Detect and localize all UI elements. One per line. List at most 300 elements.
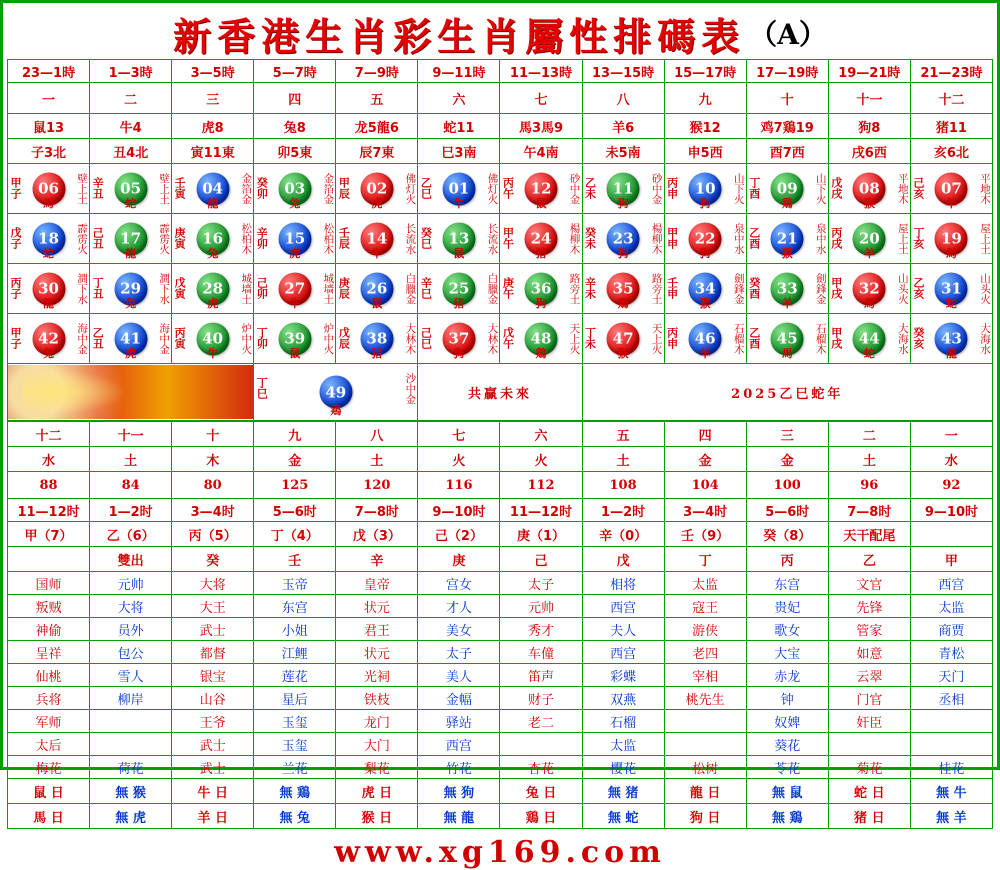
lottery-ball[interactable]: 08 bbox=[853, 172, 886, 205]
zodiac-label: 虎 bbox=[289, 247, 301, 260]
lottery-ball[interactable]: 09 bbox=[771, 172, 804, 205]
name-cell: 金幅 bbox=[418, 687, 500, 710]
nayin-label: 白臘金 bbox=[404, 272, 417, 305]
hours-top-row bbox=[8, 60, 993, 83]
ball-cell-wrap bbox=[665, 165, 746, 212]
ganzhi-label: 乙酉 bbox=[747, 227, 761, 249]
name-cell: 桃先生 bbox=[664, 687, 746, 710]
ball-cell[interactable] bbox=[8, 214, 90, 264]
day-cell: 無 羊 bbox=[910, 804, 992, 829]
ganzhi-label: 丙子 bbox=[9, 277, 22, 299]
lottery-ball[interactable]: 01 bbox=[442, 172, 475, 205]
ball-cell-wrap bbox=[172, 265, 253, 312]
name-cell: 葵花 bbox=[746, 733, 828, 756]
ganzhi-label: 癸未 bbox=[583, 227, 597, 249]
lottery-ball[interactable]: 47 bbox=[607, 322, 640, 355]
ball-cell[interactable] bbox=[418, 264, 500, 314]
nayin-label: 砂中金 bbox=[650, 172, 663, 205]
hour-cell: 11—13時 bbox=[500, 60, 582, 83]
names-header-cell bbox=[8, 547, 90, 572]
lottery-ball[interactable]: 04 bbox=[196, 172, 229, 205]
stem-cell: 天干配尾 bbox=[828, 522, 910, 547]
lottery-ball[interactable]: 30 bbox=[32, 272, 65, 305]
ganzhi-label: 辛巳 bbox=[419, 277, 433, 299]
nayin-label: 山下火 bbox=[814, 172, 827, 205]
five-number-cell: 十 bbox=[172, 422, 254, 447]
number-cn-cell: 五 bbox=[336, 83, 418, 114]
name-cell: 江鲤 bbox=[254, 641, 336, 664]
zodiac-label: 牛 bbox=[371, 247, 383, 260]
ball-cell[interactable] bbox=[500, 314, 582, 364]
ball-cell[interactable] bbox=[8, 314, 90, 364]
page-title-main: 新香港生肖彩生肖屬性排碼表 bbox=[173, 13, 746, 59]
ball-cell[interactable] bbox=[254, 214, 336, 264]
nayin-label: 金箔金 bbox=[322, 172, 335, 205]
day-cell: 兔 日 bbox=[500, 779, 582, 804]
nayin-label: 山下火 bbox=[732, 172, 745, 205]
lottery-ball[interactable]: 32 bbox=[853, 272, 886, 305]
hour-cell: 1—2时 bbox=[90, 499, 172, 522]
ball-cell[interactable] bbox=[664, 314, 746, 364]
ball-cell[interactable] bbox=[664, 264, 746, 314]
ball-cell[interactable] bbox=[418, 214, 500, 264]
ball-cell[interactable] bbox=[172, 164, 254, 214]
name-cell: 老四 bbox=[664, 641, 746, 664]
ball-cell-wrap bbox=[747, 165, 828, 212]
lottery-ball[interactable]: 43 bbox=[935, 322, 968, 355]
nayin-label: 佛灯火 bbox=[486, 172, 499, 205]
animal-cell: 牛4 bbox=[90, 114, 172, 139]
extra-ball[interactable]: 49 bbox=[319, 376, 352, 409]
lottery-ball[interactable]: 34 bbox=[689, 272, 722, 305]
age-cell: 120 bbox=[336, 472, 418, 499]
day-cell: 無 兔 bbox=[254, 804, 336, 829]
ball-cell[interactable] bbox=[664, 214, 746, 264]
extra-ball-cell bbox=[254, 364, 418, 421]
ganzhi-label: 癸亥 bbox=[911, 327, 925, 349]
lottery-ball[interactable]: 15 bbox=[278, 222, 311, 255]
lottery-ball[interactable]: 42 bbox=[32, 322, 65, 355]
ball-cell-wrap bbox=[665, 315, 746, 362]
name-cell: 大将 bbox=[90, 595, 172, 618]
ganzhi-label: 戊戌 bbox=[829, 177, 843, 199]
name-cell: 赤龙 bbox=[746, 664, 828, 687]
lottery-ball[interactable]: 21 bbox=[771, 222, 804, 255]
stem-cell: 丁（4） bbox=[254, 522, 336, 547]
nayin-label: 泉中水 bbox=[732, 222, 745, 255]
lottery-ball[interactable]: 46 bbox=[689, 322, 722, 355]
lottery-ball[interactable]: 40 bbox=[196, 322, 229, 355]
ball-cell[interactable] bbox=[828, 164, 910, 214]
ganzhi-label: 丁酉 bbox=[747, 177, 761, 199]
name-cell: 莲花 bbox=[254, 664, 336, 687]
name-cell: 兰花 bbox=[254, 756, 336, 779]
name-cell bbox=[90, 733, 172, 756]
nayin-label: 海中金 bbox=[76, 322, 89, 355]
number-cn-cell: 十二 bbox=[910, 83, 992, 114]
name-cell: 西宫 bbox=[418, 733, 500, 756]
name-cell: 王爷 bbox=[172, 710, 254, 733]
nayin-label: 屋上土 bbox=[979, 222, 991, 255]
branch-cell: 戌6西 bbox=[828, 139, 910, 164]
ball-cell[interactable] bbox=[582, 164, 664, 214]
ball-cell[interactable] bbox=[90, 314, 172, 364]
ball-cell[interactable] bbox=[336, 164, 418, 214]
ball-cell-wrap bbox=[418, 265, 499, 312]
lottery-ball[interactable]: 17 bbox=[114, 222, 147, 255]
nayin-label: 平地木 bbox=[896, 172, 909, 205]
lottery-ball[interactable]: 31 bbox=[935, 272, 968, 305]
ball-cell[interactable] bbox=[500, 164, 582, 214]
lottery-ball[interactable]: 02 bbox=[360, 172, 393, 205]
name-cell: 太后 bbox=[8, 733, 90, 756]
name-cell: 歌女 bbox=[746, 618, 828, 641]
name-cell: 柳岸 bbox=[90, 687, 172, 710]
ball-cell[interactable] bbox=[500, 214, 582, 264]
five-number-cell: 一 bbox=[910, 422, 992, 447]
nayin-label: 白臘金 bbox=[486, 272, 499, 305]
branch-cell: 卯5東 bbox=[254, 139, 336, 164]
nayin-label: 壁上土 bbox=[76, 172, 89, 205]
ball-cell[interactable] bbox=[254, 314, 336, 364]
ball-row-3 bbox=[8, 264, 993, 314]
name-cell: 桂花 bbox=[910, 756, 992, 779]
number-cn-cell: 十一 bbox=[828, 83, 910, 114]
ball-cell[interactable] bbox=[582, 314, 664, 364]
five-number-cell: 七 bbox=[418, 422, 500, 447]
lottery-ball[interactable]: 37 bbox=[442, 322, 475, 355]
age-cell: 104 bbox=[664, 472, 746, 499]
ball-cell[interactable] bbox=[8, 164, 90, 214]
ball-cell-wrap bbox=[336, 165, 417, 212]
ball-cell-wrap bbox=[254, 265, 335, 312]
slogan-text: 共贏未來 bbox=[418, 364, 582, 421]
name-row bbox=[8, 618, 993, 641]
nayin-label: 松柏木 bbox=[240, 222, 253, 255]
nayin-label: 松柏木 bbox=[322, 222, 335, 255]
lottery-ball[interactable]: 28 bbox=[196, 272, 229, 305]
lottery-ball[interactable]: 13 bbox=[442, 222, 475, 255]
lottery-ball[interactable]: 25 bbox=[442, 272, 475, 305]
zodiac-label: 虎 bbox=[207, 297, 219, 310]
names-header-cell: 丁 bbox=[664, 547, 746, 572]
ball-cell-wrap bbox=[8, 215, 89, 262]
names-header-cell: 雙出 bbox=[90, 547, 172, 572]
five-element-cell: 水 bbox=[8, 447, 90, 472]
ball-cell[interactable] bbox=[910, 314, 992, 364]
ball-cell[interactable] bbox=[582, 264, 664, 314]
day-cell: 無 狗 bbox=[418, 779, 500, 804]
lottery-ball[interactable]: 23 bbox=[607, 222, 640, 255]
name-cell: 青松 bbox=[910, 641, 992, 664]
ganzhi-label: 己巳 bbox=[419, 327, 433, 349]
nayin-label: 金箔金 bbox=[240, 172, 253, 205]
name-cell: 驿站 bbox=[418, 710, 500, 733]
name-cell: 武士 bbox=[172, 756, 254, 779]
zodiac-label: 羊 bbox=[699, 347, 711, 360]
ganzhi-label: 癸巳 bbox=[419, 227, 433, 249]
zodiac-label: 牛 bbox=[207, 347, 219, 360]
lottery-ball[interactable]: 05 bbox=[114, 172, 147, 205]
five-number-cell: 九 bbox=[254, 422, 336, 447]
lottery-ball[interactable]: 29 bbox=[114, 272, 147, 305]
ball-cell-wrap bbox=[829, 265, 910, 312]
name-cell: 员外 bbox=[90, 618, 172, 641]
number-cn-cell: 八 bbox=[582, 83, 664, 114]
ball-cell[interactable] bbox=[172, 264, 254, 314]
names-header-cell: 癸 bbox=[172, 547, 254, 572]
ball-cell[interactable] bbox=[172, 214, 254, 264]
ganzhi-label: 甲午 bbox=[501, 227, 515, 249]
ganzhi-label: 戊辰 bbox=[337, 327, 351, 349]
zodiac-label: 鼠 bbox=[371, 297, 383, 310]
ball-cell-wrap bbox=[254, 215, 335, 262]
name-row bbox=[8, 710, 993, 733]
name-cell: 梨花 bbox=[336, 756, 418, 779]
ganzhi-label: 壬申 bbox=[665, 277, 679, 299]
name-cell: 管家 bbox=[828, 618, 910, 641]
zodiac-label: 龍 bbox=[945, 347, 957, 360]
names-header-cell: 甲 bbox=[910, 547, 992, 572]
lottery-ball[interactable]: 03 bbox=[278, 172, 311, 205]
ball-cell-wrap bbox=[911, 215, 992, 262]
lottery-ball[interactable]: 48 bbox=[525, 322, 558, 355]
ganzhi-label: 庚寅 bbox=[173, 227, 187, 249]
ball-cell[interactable] bbox=[910, 264, 992, 314]
lottery-ball[interactable]: 12 bbox=[525, 172, 558, 205]
hour-cell: 5—6时 bbox=[746, 499, 828, 522]
ganzhi-label: 庚午 bbox=[501, 277, 515, 299]
ball-cell-wrap bbox=[911, 315, 992, 362]
zodiac-label: 龍 bbox=[207, 197, 219, 210]
five-elements-row bbox=[8, 447, 993, 472]
lottery-ball[interactable]: 14 bbox=[360, 222, 393, 255]
name-cell: 叛贼 bbox=[8, 595, 90, 618]
lottery-ball[interactable]: 36 bbox=[525, 272, 558, 305]
branch-cell: 午4南 bbox=[500, 139, 582, 164]
name-row bbox=[8, 756, 993, 779]
age-cell: 80 bbox=[172, 472, 254, 499]
name-cell: 小姐 bbox=[254, 618, 336, 641]
ball-cell[interactable] bbox=[90, 164, 172, 214]
names-header-cell: 己 bbox=[500, 547, 582, 572]
zodiac-label: 蛇 bbox=[125, 197, 137, 210]
animal-cell: 猪11 bbox=[910, 114, 992, 139]
name-cell: 皇帝 bbox=[336, 572, 418, 595]
ball-cell[interactable] bbox=[500, 264, 582, 314]
name-cell: 东宫 bbox=[746, 572, 828, 595]
hour-cell: 5—7時 bbox=[254, 60, 336, 83]
hour-cell: 3—4时 bbox=[172, 499, 254, 522]
lottery-ball[interactable]: 11 bbox=[607, 172, 640, 205]
ganzhi-label: 癸卯 bbox=[255, 177, 269, 199]
age-cell: 108 bbox=[582, 472, 664, 499]
ganzhi-label: 己丑 bbox=[91, 227, 105, 249]
ball-cell[interactable] bbox=[172, 314, 254, 364]
name-cell: 太监 bbox=[910, 595, 992, 618]
branch-cell: 酉7西 bbox=[746, 139, 828, 164]
ball-cell[interactable] bbox=[90, 214, 172, 264]
ball-cell[interactable] bbox=[90, 264, 172, 314]
branch-cell: 巳3南 bbox=[418, 139, 500, 164]
zodiac-label: 羊 bbox=[781, 297, 793, 310]
five-element-cell: 火 bbox=[418, 447, 500, 472]
lottery-ball[interactable]: 41 bbox=[114, 322, 147, 355]
lottery-ball[interactable]: 10 bbox=[689, 172, 722, 205]
name-cell: 西宫 bbox=[910, 572, 992, 595]
nayin-label: 天上火 bbox=[650, 322, 663, 355]
lottery-ball[interactable]: 07 bbox=[935, 172, 968, 205]
ganzhi-label: 丁未 bbox=[583, 327, 597, 349]
five-number-cell: 八 bbox=[336, 422, 418, 447]
name-cell bbox=[500, 733, 582, 756]
name-cell: 寇王 bbox=[664, 595, 746, 618]
name-cell: 状元 bbox=[336, 641, 418, 664]
nayin-label: 石榴木 bbox=[732, 322, 745, 355]
lottery-ball[interactable]: 24 bbox=[525, 222, 558, 255]
lottery-ball[interactable]: 20 bbox=[853, 222, 886, 255]
stem-cell: 丙（5） bbox=[172, 522, 254, 547]
footer-url[interactable]: www.xg169.com bbox=[334, 835, 666, 870]
hour-cell: 11—12时 bbox=[8, 499, 90, 522]
name-cell: 军师 bbox=[8, 710, 90, 733]
name-cell: 光祠 bbox=[336, 664, 418, 687]
zodiac-label: 羊 bbox=[863, 247, 875, 260]
lottery-ball[interactable]: 45 bbox=[771, 322, 804, 355]
ball-cell-wrap bbox=[911, 265, 992, 312]
name-cell: 玉玺 bbox=[254, 710, 336, 733]
ball-cell-wrap bbox=[90, 215, 171, 262]
branch-cell: 未5南 bbox=[582, 139, 664, 164]
five-number-cell: 六 bbox=[500, 422, 582, 447]
ball-cell-wrap bbox=[90, 165, 171, 212]
branch-cell: 子3北 bbox=[8, 139, 90, 164]
top-table bbox=[7, 59, 993, 421]
ball-cell-wrap bbox=[418, 165, 499, 212]
lottery-ball[interactable]: 27 bbox=[278, 272, 311, 305]
hour-cell: 1—2时 bbox=[582, 499, 664, 522]
lottery-ball[interactable]: 22 bbox=[689, 222, 722, 255]
ball-cell-wrap bbox=[8, 165, 89, 212]
lottery-ball[interactable]: 26 bbox=[360, 272, 393, 305]
ball-cell[interactable] bbox=[828, 214, 910, 264]
lottery-ball[interactable]: 33 bbox=[771, 272, 804, 305]
ball-cell[interactable] bbox=[828, 314, 910, 364]
zodiac-label: 蛇 bbox=[43, 247, 55, 260]
lottery-ball[interactable]: 35 bbox=[607, 272, 640, 305]
zodiac-label: 狗 bbox=[617, 247, 629, 260]
name-cell: 夫人 bbox=[582, 618, 664, 641]
ball-cell[interactable] bbox=[910, 164, 992, 214]
zodiac-label: 狗 bbox=[699, 247, 711, 260]
name-cell: 神偷 bbox=[8, 618, 90, 641]
nayin-label: 城墙土 bbox=[322, 272, 335, 305]
ganzhi-label: 壬辰 bbox=[337, 227, 351, 249]
year-text: 2025乙巳蛇年 bbox=[582, 364, 992, 421]
ball-cell[interactable] bbox=[336, 264, 418, 314]
day-cell: 狗 日 bbox=[664, 804, 746, 829]
five-element-cell: 土 bbox=[90, 447, 172, 472]
banner-image-cell bbox=[8, 364, 254, 421]
age-cell: 112 bbox=[500, 472, 582, 499]
ball-cell[interactable] bbox=[336, 314, 418, 364]
ball-cell[interactable] bbox=[418, 164, 500, 214]
ball-cell[interactable] bbox=[8, 264, 90, 314]
day-cell: 馬 日 bbox=[8, 804, 90, 829]
ganzhi-label: 乙未 bbox=[583, 177, 597, 199]
name-cell: 钟 bbox=[746, 687, 828, 710]
lottery-ball[interactable]: 16 bbox=[196, 222, 229, 255]
ball-cell[interactable] bbox=[910, 214, 992, 264]
lottery-ball[interactable]: 06 bbox=[32, 172, 65, 205]
lottery-ball[interactable]: 19 bbox=[935, 222, 968, 255]
nayin-label: 路旁土 bbox=[650, 272, 663, 305]
ball-cell[interactable] bbox=[828, 264, 910, 314]
ball-cell-wrap bbox=[90, 265, 171, 312]
ball-cell[interactable] bbox=[254, 164, 336, 214]
ball-cell[interactable] bbox=[746, 214, 828, 264]
ball-cell[interactable] bbox=[336, 214, 418, 264]
name-cell: 相将 bbox=[582, 572, 664, 595]
branch-cell: 亥6北 bbox=[910, 139, 992, 164]
lottery-ball[interactable]: 44 bbox=[853, 322, 886, 355]
ganzhi-label: 甲申 bbox=[665, 227, 679, 249]
ganzhi-label: 甲戌 bbox=[829, 277, 843, 299]
five-element-cell: 金 bbox=[254, 447, 336, 472]
name-cell: 东宫 bbox=[254, 595, 336, 618]
animal-cell: 鼠13 bbox=[8, 114, 90, 139]
name-cell: 武士 bbox=[172, 618, 254, 641]
day-cell: 蛇 日 bbox=[828, 779, 910, 804]
age-cell: 88 bbox=[8, 472, 90, 499]
name-cell: 状元 bbox=[336, 595, 418, 618]
ball-cell[interactable] bbox=[664, 164, 746, 214]
nayin-label: 大林木 bbox=[404, 322, 417, 355]
stem-cell: 乙（6） bbox=[90, 522, 172, 547]
ball-cell[interactable] bbox=[582, 214, 664, 264]
name-cell: 荷花 bbox=[90, 756, 172, 779]
ball-cell[interactable] bbox=[254, 264, 336, 314]
stem-cell: 癸（8） bbox=[746, 522, 828, 547]
hour-cell: 7—8时 bbox=[336, 499, 418, 522]
nayin-label: 城墙土 bbox=[240, 272, 253, 305]
nayin-label: 澗下水 bbox=[76, 272, 89, 305]
name-cell: 门官 bbox=[828, 687, 910, 710]
lottery-ball[interactable]: 39 bbox=[278, 322, 311, 355]
name-row bbox=[8, 687, 993, 710]
ball-cell[interactable] bbox=[746, 314, 828, 364]
ball-cell[interactable] bbox=[418, 314, 500, 364]
name-cell: 奴婢 bbox=[746, 710, 828, 733]
ball-cell[interactable] bbox=[746, 164, 828, 214]
ball-cell-wrap bbox=[254, 165, 335, 212]
animal-cell: 虎8 bbox=[172, 114, 254, 139]
ganzhi-label: 戊寅 bbox=[173, 277, 187, 299]
ganzhi-label: 癸酉 bbox=[747, 277, 761, 299]
hours-bottom-row bbox=[8, 499, 993, 522]
ganzhi-label: 庚辰 bbox=[337, 277, 351, 299]
animal-cell: 羊6 bbox=[582, 114, 664, 139]
age-cell: 100 bbox=[746, 472, 828, 499]
nayin-label: 霹雳火 bbox=[76, 222, 89, 255]
day-cell: 羊 日 bbox=[172, 804, 254, 829]
ball-cell-wrap bbox=[747, 215, 828, 262]
number-cn-cell: 六 bbox=[418, 83, 500, 114]
lottery-ball[interactable]: 38 bbox=[360, 322, 393, 355]
day-row bbox=[8, 804, 993, 829]
ball-cell[interactable] bbox=[746, 264, 828, 314]
lottery-ball[interactable]: 18 bbox=[32, 222, 65, 255]
